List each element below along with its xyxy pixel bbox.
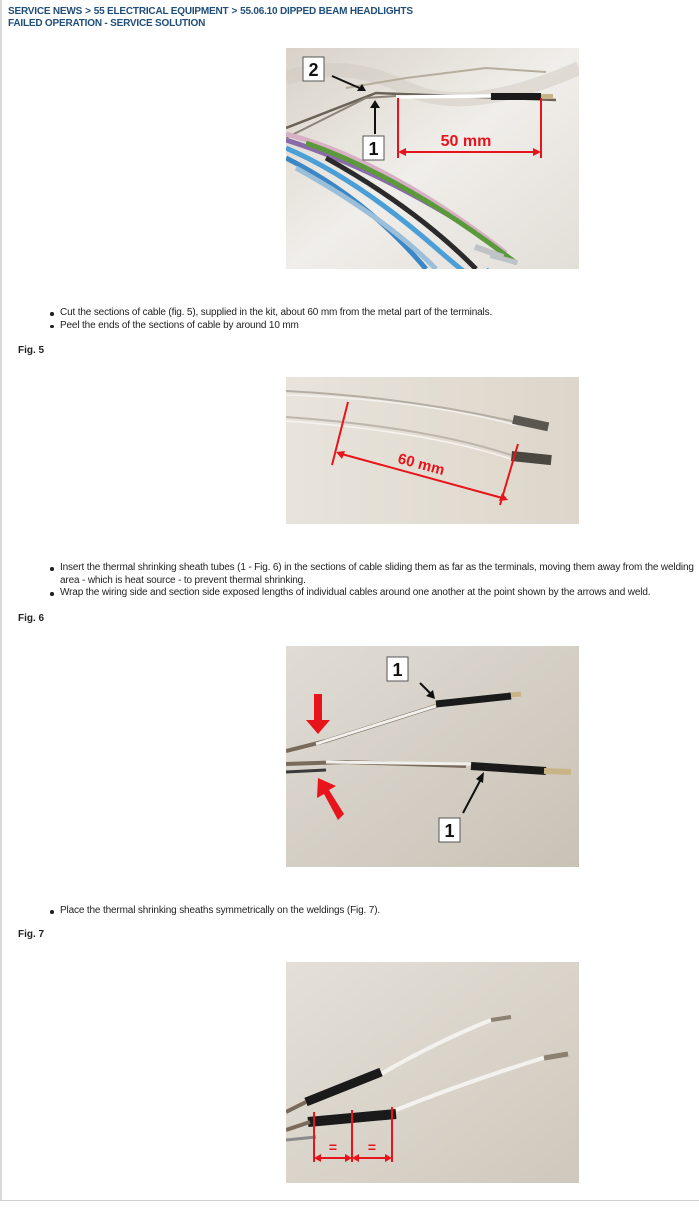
callout-1-top: 1 [392, 660, 403, 680]
breadcrumb [8, 6, 413, 18]
equal-mark-left: = [328, 1139, 338, 1155]
fig6-label: Fig. 6 [18, 613, 45, 624]
instruction-list-2 [48, 562, 699, 600]
callout-1: 1 [368, 139, 379, 159]
photo-fig5-cable-60mm [286, 377, 579, 524]
callout-2: 2 [308, 60, 319, 80]
photo-fig7-symmetric-sheaths [286, 962, 579, 1183]
fig7-label: Fig. 7 [18, 929, 45, 940]
page-subtitle: FAILED OPERATION - SERVICE SOLUTION [8, 18, 206, 29]
callout-1-bottom: 1 [444, 821, 455, 841]
list-item: Wrap the wiring side and section side exposed lengths of individual cables around one another at the point shown by the arrows and weld. [48, 587, 699, 600]
equal-mark-right: = [367, 1139, 377, 1155]
breadcrumb-electrical-equipment[interactable]: 55 ELECTRICAL EQUIPMENT [93, 6, 229, 17]
page-left-border [0, 0, 2, 1200]
breadcrumb-separator: > [231, 6, 238, 17]
breadcrumb-dipped-beam-headlights[interactable]: 55.06.10 DIPPED BEAM HEADLIGHTS [240, 6, 413, 17]
list-item: Cut the sections of cable (fig. 5), supplied in the kit, about 60 mm from the metal part of the terminals. [48, 307, 699, 320]
breadcrumb-service-news[interactable]: SERVICE NEWS [8, 6, 83, 17]
instruction-list-3 [48, 905, 699, 918]
photo-cable-measure-50mm [286, 48, 579, 269]
page-bottom-border [0, 1200, 699, 1201]
photo-fig6-sheath-tubes [286, 646, 579, 867]
instruction-list-1 [48, 307, 699, 332]
list-item: Peel the ends of the sections of cable by around 10 mm [48, 320, 699, 333]
list-item: Place the thermal shrinking sheaths symmetrically on the weldings (Fig. 7). [48, 905, 699, 918]
measure-60mm: 60 mm [396, 450, 447, 480]
measure-50mm: 50 mm [440, 133, 492, 150]
breadcrumb-separator: > [85, 6, 91, 17]
list-item [48, 562, 699, 587]
fig5-label: Fig. 5 [18, 345, 45, 356]
list-item-line: area - which is heat source - to prevent thermal shrinking. [60, 574, 306, 586]
list-item-line: Insert the thermal shrinking sheath tubes (1 - Fig. 6) in the sections of cable sliding them as far as the terminals, moving them away from the welding [60, 562, 694, 573]
